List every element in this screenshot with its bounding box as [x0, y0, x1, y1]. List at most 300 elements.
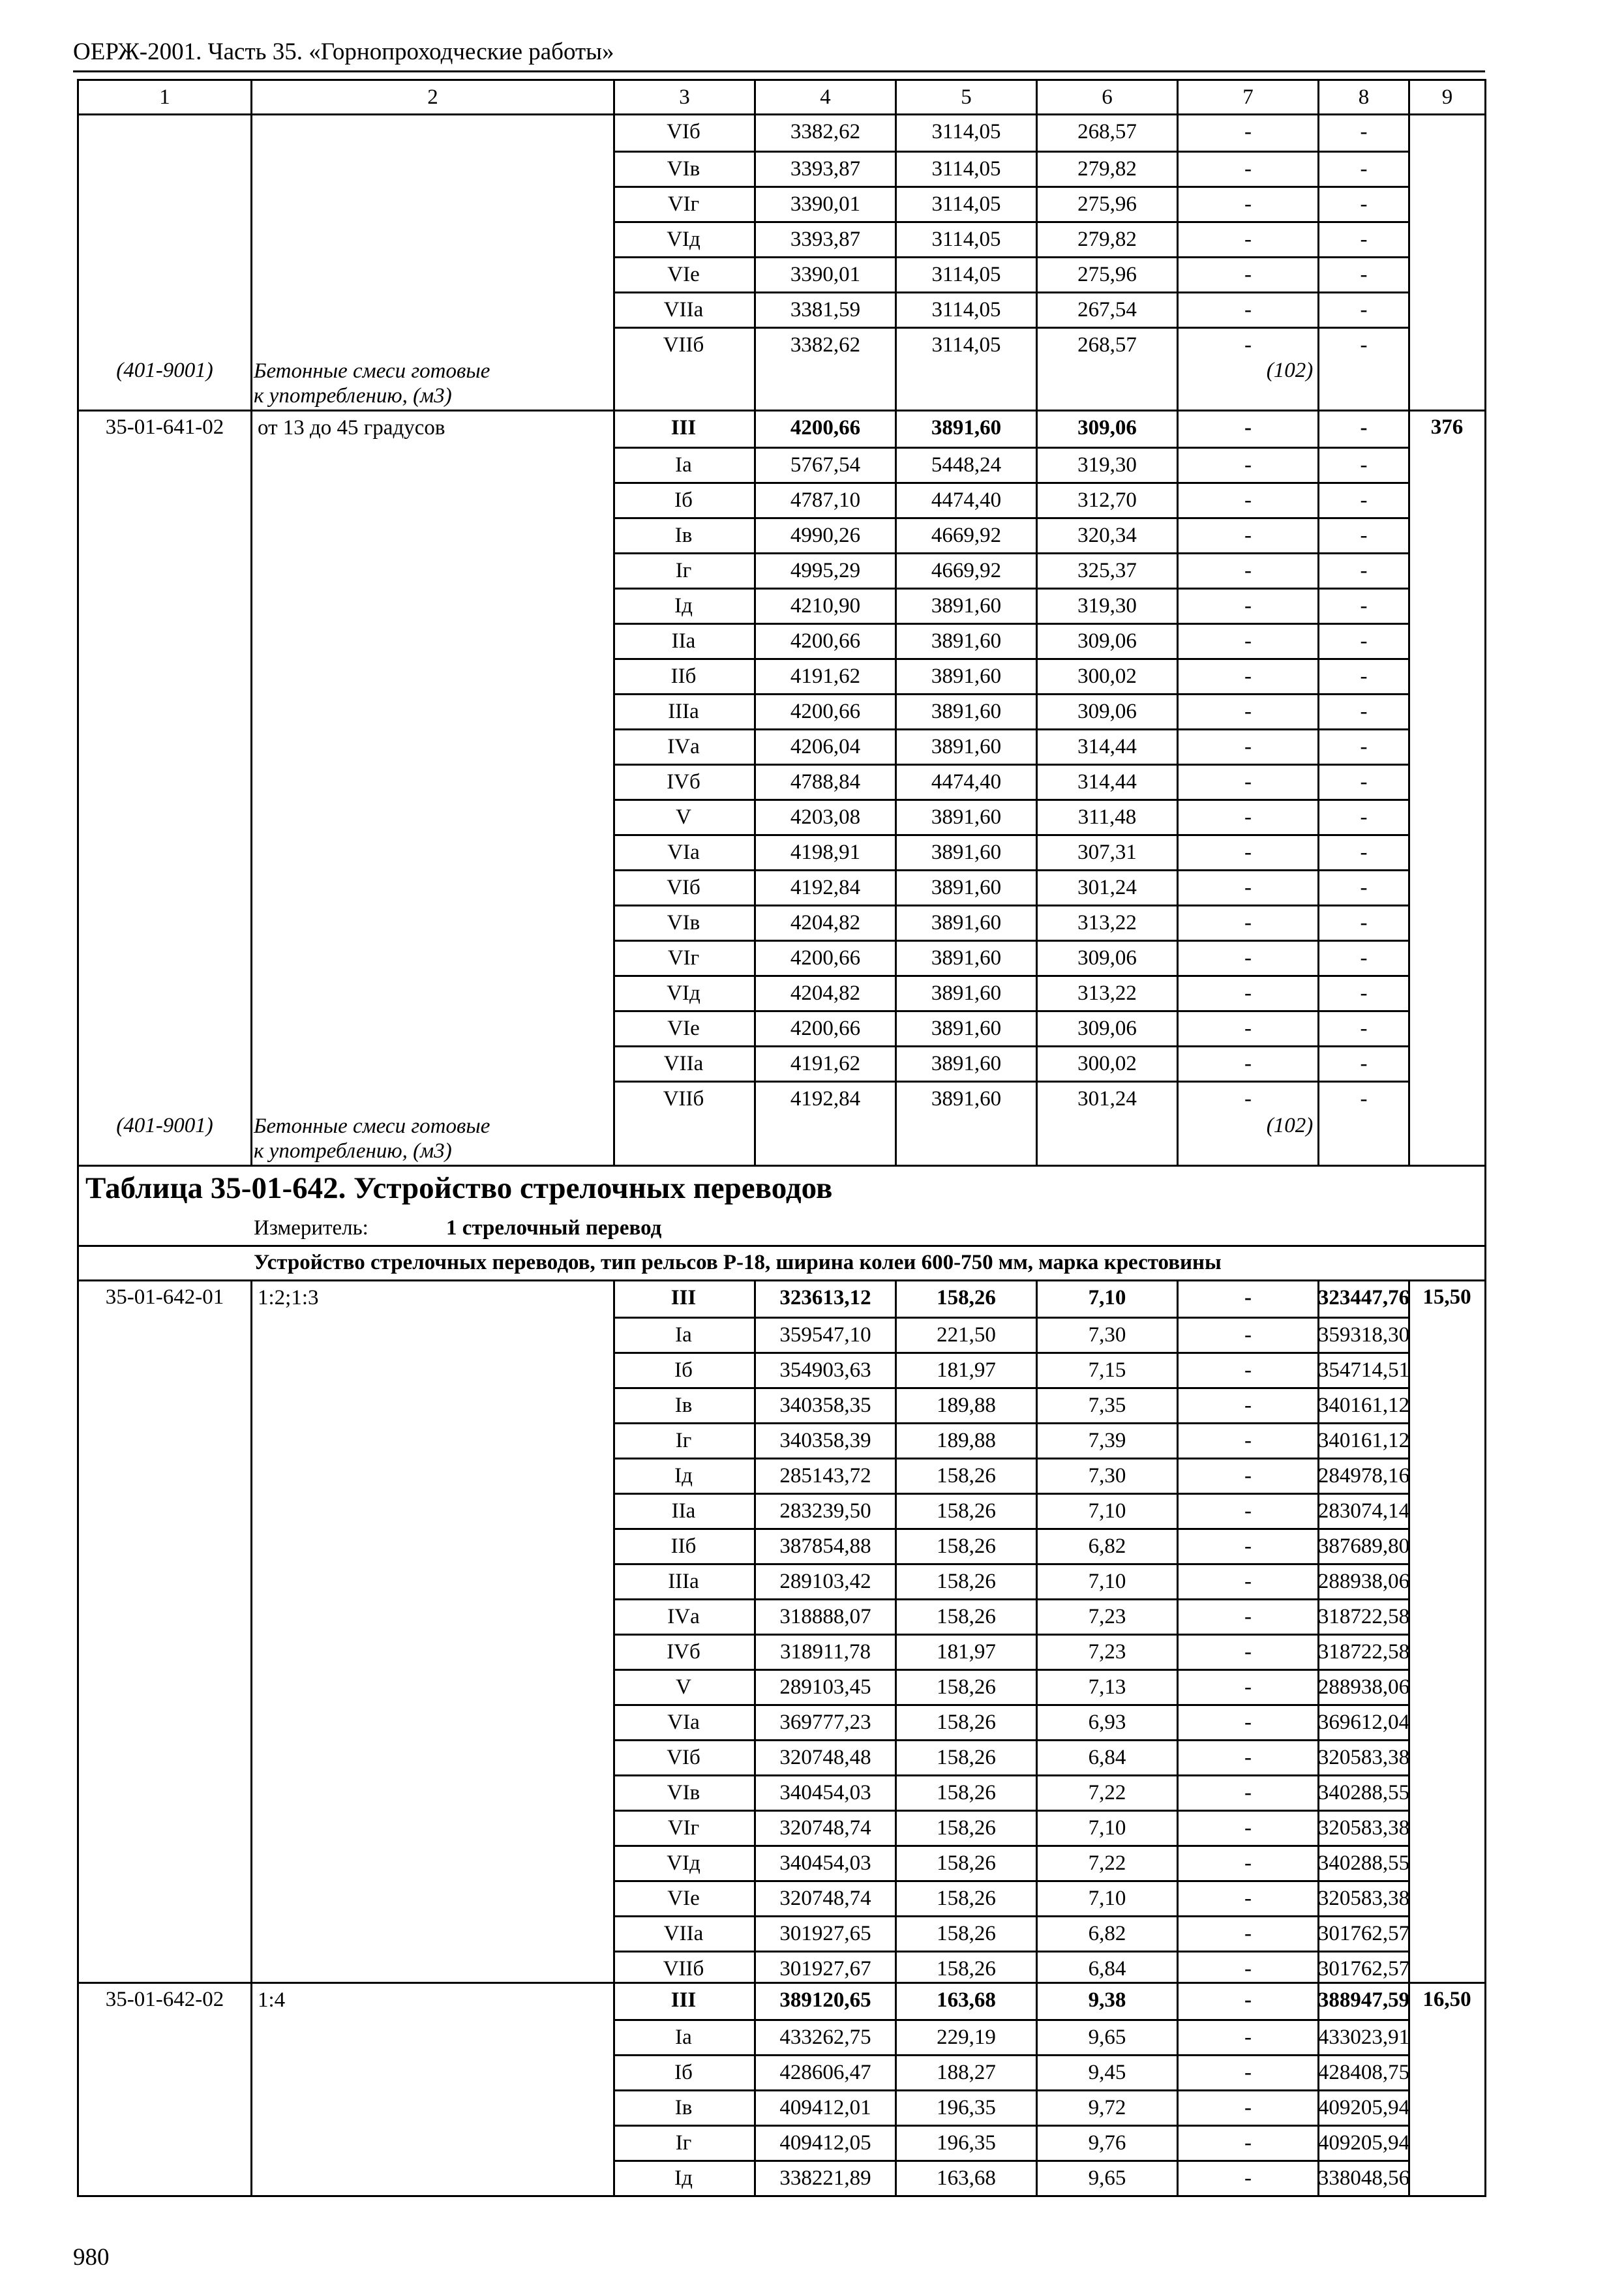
labor-wage-cell: 3891,60 — [895, 730, 1036, 764]
total-cost-cell: 4200,66 — [754, 411, 895, 445]
rate-description: 1:2;1:3 — [258, 1286, 319, 1309]
labor-wage-cell: 4669,92 — [895, 554, 1036, 588]
table-row — [613, 1563, 1408, 1598]
total-cost-cell: 340454,03 — [754, 1776, 895, 1810]
labor-wage-cell: 196,35 — [895, 2091, 1036, 2125]
table-row — [613, 552, 1408, 588]
machine-cost-cell: 7,10 — [1036, 1281, 1177, 1315]
machine-cost-cell: 7,10 — [1036, 1565, 1177, 1598]
driver-wage-cell: - — [1177, 836, 1317, 869]
material-cost-cell: - — [1317, 1047, 1408, 1081]
zone-cell: VIд — [667, 1851, 700, 1875]
rate-code: 35-01-642-02 — [105, 1988, 224, 2011]
driver-wage-cell: - — [1177, 153, 1317, 186]
material-cost-cell: 284978,16 — [1317, 1459, 1408, 1493]
machine-cost-cell: 320,34 — [1036, 519, 1177, 552]
machine-cost-cell: 275,96 — [1036, 258, 1177, 292]
page-number: 980 — [73, 2244, 110, 2271]
zone-cell: Iд — [674, 1464, 693, 1488]
total-cost-cell: 4787,10 — [754, 484, 895, 517]
driver-wage-cell: - — [1177, 1671, 1317, 1704]
resource-description-line2: к употреблению, (м3) — [254, 1139, 452, 1163]
table-row — [613, 1493, 1408, 1528]
labor-wage-cell: 3114,05 — [895, 223, 1036, 256]
zone-cell: IVа — [667, 735, 700, 758]
material-cost-cell: - — [1317, 188, 1408, 221]
column-number-row — [79, 79, 1484, 113]
material-cost-cell: - — [1317, 1012, 1408, 1045]
total-cost-cell: 283239,50 — [754, 1495, 895, 1528]
table-row — [613, 115, 1408, 151]
driver-wage-cell: - — [1177, 1741, 1317, 1774]
total-cost-cell: 4200,66 — [754, 695, 895, 728]
material-cost-cell: - — [1317, 293, 1408, 327]
material-cost-cell: 409205,94 — [1317, 2127, 1408, 2160]
machine-cost-cell: 7,10 — [1036, 1495, 1177, 1528]
driver-wage-cell: - — [1177, 1952, 1317, 1986]
table-row — [613, 1669, 1408, 1704]
rate-code: 35-01-642-01 — [105, 1285, 224, 1309]
material-cost-cell: 409205,94 — [1317, 2091, 1408, 2125]
labor-wage-cell: 158,26 — [895, 1565, 1036, 1598]
table-row — [613, 1845, 1408, 1880]
zone-cell: VIг — [667, 1816, 700, 1840]
driver-wage-cell: - — [1177, 1459, 1317, 1493]
labor-wage-cell: 158,26 — [895, 1495, 1036, 1528]
zone-cell: VIа — [667, 841, 700, 864]
zone-cell: VIв — [667, 1781, 700, 1804]
driver-wage-cell: - — [1177, 625, 1317, 658]
material-cost-cell: 301762,57 — [1317, 1952, 1408, 1986]
table-row — [613, 1704, 1408, 1739]
labor-wage-cell: 158,26 — [895, 1530, 1036, 1563]
table-row — [613, 186, 1408, 221]
zone-cell: VIIа — [663, 298, 704, 322]
zone-cell: Iа — [675, 453, 692, 477]
table-row — [613, 1352, 1408, 1387]
table-row — [613, 588, 1408, 623]
total-cost-cell: 320748,74 — [754, 1882, 895, 1915]
machine-cost-cell: 7,30 — [1036, 1459, 1177, 1493]
table-row — [613, 623, 1408, 658]
machine-cost-cell: 6,84 — [1036, 1741, 1177, 1774]
machine-cost-cell: 7,22 — [1036, 1776, 1177, 1810]
labor-wage-cell: 3891,60 — [895, 1012, 1036, 1045]
column-number: 7 — [1177, 81, 1317, 113]
material-cost-cell: 338048,56 — [1317, 2162, 1408, 2195]
total-cost-cell: 338221,89 — [754, 2162, 895, 2195]
machine-cost-cell: 313,22 — [1036, 977, 1177, 1010]
machine-cost-cell: 6,82 — [1036, 1917, 1177, 1951]
table-title-row — [79, 1165, 1484, 1245]
table-row — [613, 2089, 1408, 2125]
driver-wage-cell: - — [1177, 1530, 1317, 1563]
total-cost-cell: 285143,72 — [754, 1459, 895, 1493]
zone-cell: Iв — [674, 2096, 693, 2119]
labor-wage-cell: 158,26 — [895, 1671, 1036, 1704]
machine-cost-cell: 7,35 — [1036, 1389, 1177, 1422]
material-cost-cell: 323447,76 — [1317, 1281, 1408, 1315]
driver-wage-cell: - — [1177, 115, 1317, 149]
table-row — [613, 693, 1408, 728]
driver-wage-cell: - — [1177, 484, 1317, 517]
zone-cell: VIв — [667, 911, 700, 935]
driver-wage-cell: - — [1177, 801, 1317, 834]
total-cost-cell: 3382,62 — [754, 329, 895, 362]
zone-cell: VIIб — [663, 1957, 704, 1981]
labor-wage-cell: 181,97 — [895, 1354, 1036, 1387]
table-row — [613, 1915, 1408, 1951]
driver-wage-cell: - — [1177, 1917, 1317, 1951]
machine-cost-cell: 9,65 — [1036, 2021, 1177, 2054]
driver-wage-cell: - — [1177, 977, 1317, 1010]
table-row — [613, 2054, 1408, 2089]
table-title: Таблица 35-01-642. Устройство стрелочных переводов — [85, 1171, 833, 1205]
total-cost-cell: 387854,88 — [754, 1530, 895, 1563]
table-row — [613, 869, 1408, 905]
zone-cell: Iа — [675, 2026, 692, 2049]
zone-cell: VIе — [667, 1017, 700, 1040]
total-cost-cell: 409412,01 — [754, 2091, 895, 2125]
zone-cell: VIе — [667, 263, 700, 286]
table-row — [613, 905, 1408, 940]
driver-wage-cell: - — [1177, 1354, 1317, 1387]
material-cost-cell: - — [1317, 801, 1408, 834]
labor-wage-cell: 3891,60 — [895, 836, 1036, 869]
driver-wage-cell: - — [1177, 411, 1317, 445]
machine-cost-cell: 309,06 — [1036, 695, 1177, 728]
driver-wage-cell: - — [1177, 1389, 1317, 1422]
table-row — [613, 327, 1408, 362]
labor-wage-cell: 4669,92 — [895, 519, 1036, 552]
material-cost-cell: - — [1317, 1083, 1408, 1116]
driver-wage-cell: - — [1177, 554, 1317, 588]
machine-cost-cell: 301,24 — [1036, 871, 1177, 905]
machine-cost-cell: 309,06 — [1036, 1012, 1177, 1045]
table-row — [613, 151, 1408, 186]
total-cost-cell: 4204,82 — [754, 906, 895, 940]
labor-wage-cell: 3891,60 — [895, 411, 1036, 445]
driver-wage-cell: - — [1177, 1812, 1317, 1845]
resource-description-line1: Бетонные смеси готовые — [254, 359, 490, 383]
zone-cell: Iд — [674, 594, 693, 618]
material-cost-cell: 340161,12 — [1317, 1424, 1408, 1458]
material-cost-cell: - — [1317, 766, 1408, 799]
column-number: 3 — [613, 81, 754, 113]
table-row — [613, 1739, 1408, 1774]
labor-cost: 376 — [1430, 415, 1464, 439]
driver-wage-cell: - — [1177, 1984, 1317, 2017]
material-cost-cell: - — [1317, 115, 1408, 149]
zone-cell: Iб — [674, 1358, 693, 1382]
total-cost-cell: 4198,91 — [754, 836, 895, 869]
driver-wage-cell: - — [1177, 1847, 1317, 1880]
zone-cell: VIа — [667, 1711, 700, 1734]
total-cost-cell: 340358,35 — [754, 1389, 895, 1422]
material-cost-cell: - — [1317, 223, 1408, 256]
labor-wage-cell: 3891,60 — [895, 801, 1036, 834]
machine-cost-cell: 300,02 — [1036, 1047, 1177, 1081]
total-cost-cell: 359547,10 — [754, 1319, 895, 1352]
table-row — [613, 764, 1408, 799]
total-cost-cell: 4995,29 — [754, 554, 895, 588]
material-cost-cell: 359318,30 — [1317, 1319, 1408, 1352]
driver-wage-cell: - — [1177, 1281, 1317, 1315]
labor-wage-cell: 3114,05 — [895, 188, 1036, 221]
labor-wage-cell: 181,97 — [895, 1636, 1036, 1669]
material-cost-cell: 428408,75 — [1317, 2056, 1408, 2089]
table-row — [613, 1081, 1408, 1116]
machine-cost-cell: 6,93 — [1036, 1706, 1177, 1739]
labor-wage-cell: 221,50 — [895, 1319, 1036, 1352]
material-cost-cell: - — [1317, 449, 1408, 482]
table-row — [613, 1810, 1408, 1845]
material-cost-cell: - — [1317, 329, 1408, 362]
labor-wage-cell: 3114,05 — [895, 153, 1036, 186]
zone-cell: Iб — [674, 2061, 693, 2084]
total-cost-cell: 4210,90 — [754, 590, 895, 623]
table-row — [613, 799, 1408, 834]
labor-wage-cell: 4474,40 — [895, 766, 1036, 799]
labor-wage-cell: 3114,05 — [895, 258, 1036, 292]
table-row — [613, 1045, 1408, 1081]
material-cost-cell: 320583,38 — [1317, 1741, 1408, 1774]
material-cost-cell: - — [1317, 590, 1408, 623]
driver-wage-cell: - — [1177, 1636, 1317, 1669]
total-cost-cell: 3393,87 — [754, 223, 895, 256]
driver-wage-cell: - — [1177, 906, 1317, 940]
resource-code: (401-9001) — [116, 359, 213, 382]
total-cost-cell: 4192,84 — [754, 1083, 895, 1116]
material-cost-cell: - — [1317, 906, 1408, 940]
table-row — [613, 447, 1408, 482]
total-cost-cell: 433262,75 — [754, 2021, 895, 2054]
labor-wage-cell: 3891,60 — [895, 977, 1036, 1010]
machine-cost-cell: 268,57 — [1036, 115, 1177, 149]
labor-wage-cell: 189,88 — [895, 1389, 1036, 1422]
machine-cost-cell: 309,06 — [1036, 411, 1177, 445]
labor-wage-cell: 158,26 — [895, 1706, 1036, 1739]
zone-cell: VIв — [667, 157, 700, 181]
total-cost-cell: 4990,26 — [754, 519, 895, 552]
labor-wage-cell: 158,26 — [895, 1812, 1036, 1845]
zone-cell: III — [670, 416, 697, 440]
driver-wage-cell: - — [1177, 871, 1317, 905]
driver-wage-cell: - — [1177, 1600, 1317, 1634]
table-row — [613, 1528, 1408, 1563]
table-row — [613, 975, 1408, 1010]
machine-cost-cell: 319,30 — [1036, 449, 1177, 482]
material-cost-cell: 288938,06 — [1317, 1565, 1408, 1598]
driver-wage-cell: - — [1177, 2162, 1317, 2195]
machine-cost-cell: 309,06 — [1036, 625, 1177, 658]
material-cost-cell: 320583,38 — [1317, 1812, 1408, 1845]
zone-cell: III — [670, 1286, 697, 1309]
zone-cell: IVб — [667, 1640, 700, 1664]
driver-wage-cell: - — [1177, 660, 1317, 693]
zone-cell: VIIа — [663, 1052, 704, 1075]
material-cost-cell: - — [1317, 153, 1408, 186]
labor-wage-cell: 3114,05 — [895, 115, 1036, 149]
driver-wage-cell: - — [1177, 1882, 1317, 1915]
total-cost-cell: 4204,82 — [754, 977, 895, 1010]
zone-cell: VIг — [667, 192, 700, 216]
driver-wage-cell: - — [1177, 1776, 1317, 1810]
column-number: 1 — [159, 85, 170, 109]
material-cost-cell: - — [1317, 625, 1408, 658]
total-cost-cell: 320748,74 — [754, 1812, 895, 1845]
material-cost-cell: - — [1317, 519, 1408, 552]
machine-cost-cell: 7,10 — [1036, 1882, 1177, 1915]
driver-wage-cell: - — [1177, 329, 1317, 362]
zone-cell: VIIа — [663, 1922, 704, 1945]
table-row — [613, 834, 1408, 869]
machine-cost-cell: 268,57 — [1036, 329, 1177, 362]
zone-cell: VIб — [667, 120, 700, 143]
labor-wage-cell: 3891,60 — [895, 942, 1036, 975]
rate-code: 35-01-641-02 — [105, 415, 224, 439]
machine-cost-cell: 309,06 — [1036, 942, 1177, 975]
driver-wage-cell: - — [1177, 1706, 1317, 1739]
total-cost-cell: 4203,08 — [754, 801, 895, 834]
material-cost-cell: 318722,58 — [1317, 1636, 1408, 1669]
machine-cost-cell: 275,96 — [1036, 188, 1177, 221]
labor-wage-cell: 3891,60 — [895, 871, 1036, 905]
table-row — [613, 2125, 1408, 2160]
table-row — [613, 1984, 1408, 2019]
resource-quantity: (102) — [1266, 359, 1314, 382]
driver-wage-cell: - — [1177, 258, 1317, 292]
driver-wage-cell: - — [1177, 590, 1317, 623]
driver-wage-cell: - — [1177, 1083, 1317, 1116]
material-cost-cell: 387689,80 — [1317, 1530, 1408, 1563]
table-row — [613, 1422, 1408, 1458]
labor-wage-cell: 158,26 — [895, 1847, 1036, 1880]
material-cost-cell: - — [1317, 695, 1408, 728]
driver-wage-cell: - — [1177, 942, 1317, 975]
machine-cost-cell: 301,24 — [1036, 1083, 1177, 1116]
column-number: 2 — [250, 81, 613, 113]
rate-block-35-01-642-01 — [79, 1279, 1484, 1982]
driver-wage-cell: - — [1177, 1012, 1317, 1045]
measure-label: Измеритель: — [254, 1216, 368, 1240]
zone-cell: VIе — [667, 1887, 700, 1910]
labor-wage-cell: 3891,60 — [895, 906, 1036, 940]
driver-wage-cell: - — [1177, 519, 1317, 552]
machine-cost-cell: 7,23 — [1036, 1636, 1177, 1669]
table-row — [613, 1387, 1408, 1422]
zone-cell: Iв — [674, 524, 693, 547]
driver-wage-cell: - — [1177, 2056, 1317, 2089]
labor-wage-cell: 3891,60 — [895, 1083, 1036, 1116]
table-row — [613, 728, 1408, 764]
total-cost-cell: 318911,78 — [754, 1636, 895, 1669]
zone-cell: V — [676, 1675, 691, 1699]
table-row — [613, 658, 1408, 693]
measure-value: 1 стрелочный перевод — [446, 1216, 662, 1240]
machine-cost-cell: 7,13 — [1036, 1671, 1177, 1704]
rate-block-35-01-642-02 — [79, 1982, 1484, 2195]
driver-wage-cell: - — [1177, 223, 1317, 256]
total-cost-cell: 340454,03 — [754, 1847, 895, 1880]
table-row — [613, 256, 1408, 292]
labor-wage-cell: 3891,60 — [895, 660, 1036, 693]
total-cost-cell: 3390,01 — [754, 188, 895, 221]
table-row — [613, 2160, 1408, 2195]
machine-cost-cell: 307,31 — [1036, 836, 1177, 869]
material-cost-cell: 340288,55 — [1317, 1847, 1408, 1880]
table-row — [613, 1634, 1408, 1669]
driver-wage-cell: - — [1177, 2127, 1317, 2160]
rate-block-35-01-641-02 — [79, 410, 1484, 1165]
machine-cost-cell: 7,15 — [1036, 1354, 1177, 1387]
driver-wage-cell: - — [1177, 695, 1317, 728]
total-cost-cell: 428606,47 — [754, 2056, 895, 2089]
machine-cost-cell: 319,30 — [1036, 590, 1177, 623]
table-row — [613, 292, 1408, 327]
column-number: 6 — [1036, 81, 1177, 113]
total-cost-cell: 4191,62 — [754, 660, 895, 693]
driver-wage-cell: - — [1177, 293, 1317, 327]
material-cost-cell: 301762,57 — [1317, 1917, 1408, 1951]
total-cost-cell: 354903,63 — [754, 1354, 895, 1387]
driver-wage-cell: - — [1177, 449, 1317, 482]
labor-wage-cell: 158,26 — [895, 1917, 1036, 1951]
zone-cell: Iа — [675, 1323, 692, 1347]
zone-cell: Iг — [675, 2131, 692, 2155]
labor-cost: 15,50 — [1422, 1285, 1471, 1309]
machine-cost-cell: 9,72 — [1036, 2091, 1177, 2125]
zone-cell: Iв — [674, 1394, 693, 1417]
material-cost-cell: 388947,59 — [1317, 1984, 1408, 2017]
material-cost-cell: 340161,12 — [1317, 1389, 1408, 1422]
zone-cell: III — [670, 1988, 697, 2012]
total-cost-cell: 5767,54 — [754, 449, 895, 482]
machine-cost-cell: 6,82 — [1036, 1530, 1177, 1563]
material-cost-cell: - — [1317, 411, 1408, 445]
rate-block-continued — [79, 113, 1484, 410]
price-table — [77, 79, 1486, 2197]
total-cost-cell: 4200,66 — [754, 1012, 895, 1045]
labor-wage-cell: 158,26 — [895, 1776, 1036, 1810]
labor-wage-cell: 3891,60 — [895, 695, 1036, 728]
machine-cost-cell: 314,44 — [1036, 730, 1177, 764]
labor-wage-cell: 4474,40 — [895, 484, 1036, 517]
table-row — [613, 1317, 1408, 1352]
machine-cost-cell: 7,39 — [1036, 1424, 1177, 1458]
machine-cost-cell: 267,54 — [1036, 293, 1177, 327]
total-cost-cell: 3393,87 — [754, 153, 895, 186]
driver-wage-cell: - — [1177, 2091, 1317, 2125]
labor-wage-cell: 158,26 — [895, 1281, 1036, 1315]
labor-wage-cell: 188,27 — [895, 2056, 1036, 2089]
machine-cost-cell: 7,23 — [1036, 1600, 1177, 1634]
table-row — [613, 940, 1408, 975]
machine-cost-cell: 279,82 — [1036, 223, 1177, 256]
header-rule — [73, 70, 1485, 72]
machine-cost-cell: 312,70 — [1036, 484, 1177, 517]
material-cost-cell: - — [1317, 730, 1408, 764]
driver-wage-cell: - — [1177, 1495, 1317, 1528]
zone-cell: IIа — [671, 1499, 696, 1523]
zone-cell: IIб — [670, 1534, 697, 1558]
total-cost-cell: 340358,39 — [754, 1424, 895, 1458]
table-row — [613, 517, 1408, 552]
machine-cost-cell: 9,45 — [1036, 2056, 1177, 2089]
labor-wage-cell: 3114,05 — [895, 329, 1036, 362]
zone-cell: Iг — [675, 559, 692, 582]
table-row — [613, 2019, 1408, 2054]
